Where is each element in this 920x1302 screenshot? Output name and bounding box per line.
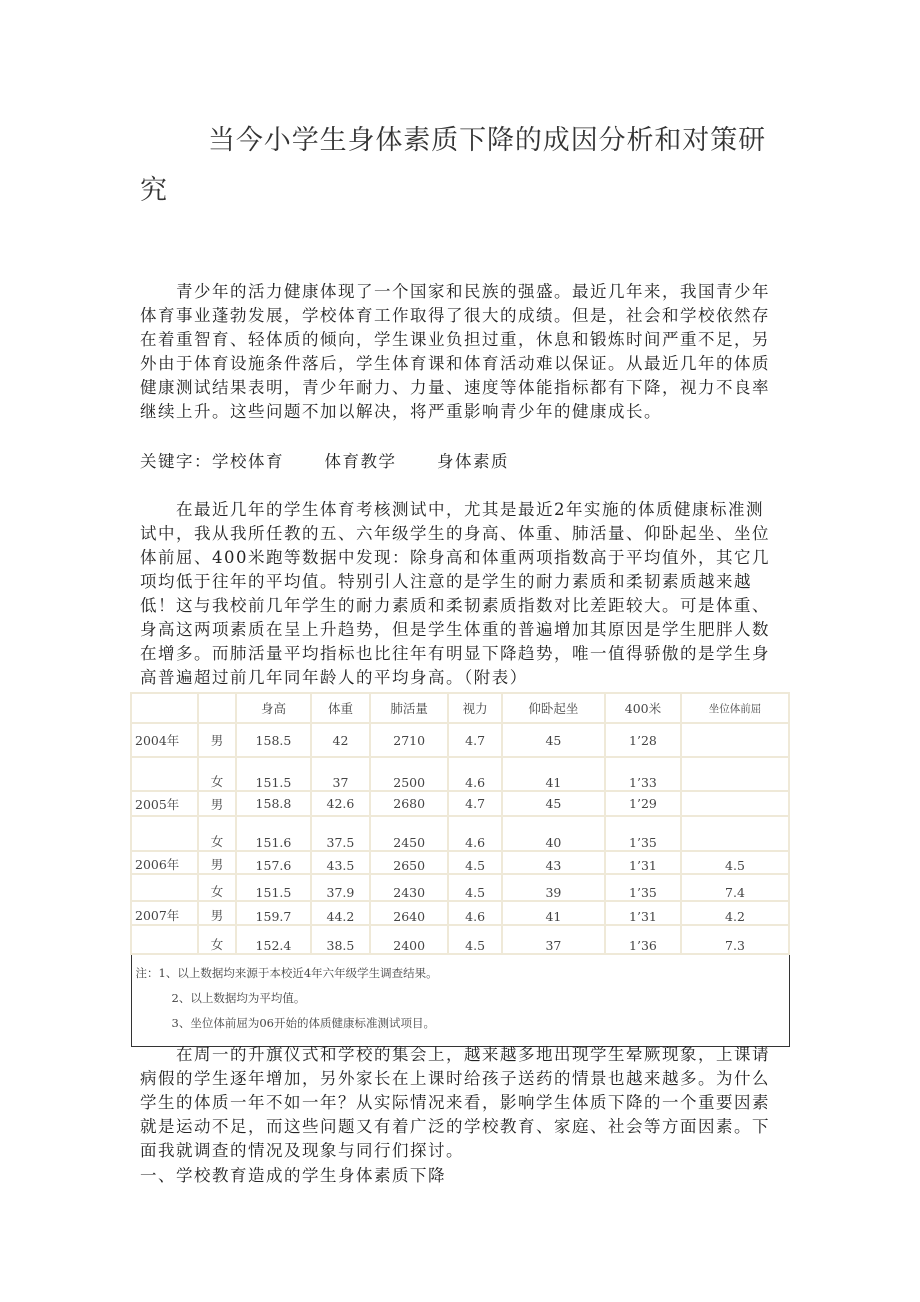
table-cell: 4.5 (448, 851, 502, 874)
table-cell: 158.8 (236, 791, 311, 816)
table-cell: 1’31 (605, 901, 681, 925)
table-cell: 42.6 (311, 791, 370, 816)
table-cell (131, 925, 198, 954)
table-cell (131, 757, 198, 791)
table-cell: 2006年 (131, 851, 198, 874)
table-cell (681, 791, 789, 816)
table-cell: 2650 (370, 851, 448, 874)
table-cell: 152.4 (236, 925, 311, 954)
table-cell: 158.5 (236, 723, 311, 757)
table-cell: 男 (198, 901, 236, 925)
table-cell: 43.5 (311, 851, 370, 874)
data-table (130, 692, 790, 1047)
table-cell: 2680 (370, 791, 448, 816)
table-cell: 157.6 (236, 851, 311, 874)
table-cell: 2640 (370, 901, 448, 925)
table-row (131, 723, 789, 757)
table-cell: 女 (198, 874, 236, 901)
table-cell: 37.5 (311, 816, 370, 851)
table-row (131, 757, 789, 791)
table-cell: 45 (502, 723, 605, 757)
note: 3、坐位体前屈为06开始的体质健康标准测试项目。 (171, 1016, 435, 1030)
table-row (131, 791, 789, 816)
table-cell: 4.5 (681, 851, 789, 874)
table-cell: 151.5 (236, 874, 311, 901)
table-cell: 2710 (370, 723, 448, 757)
table-cell (681, 757, 789, 791)
table-cell: 151.5 (236, 757, 311, 791)
keywords-label: 关键字： (140, 452, 212, 471)
table-cell: 4.7 (448, 723, 502, 757)
table-cell: 1’33 (605, 757, 681, 791)
table-cell: 4.2 (681, 901, 789, 925)
table-cell: 2500 (370, 757, 448, 791)
table-cell: 40 (502, 816, 605, 851)
table-cell: 2400 (370, 925, 448, 954)
paragraph-causes: 在周一的升旗仪式和学校的集会上，越来越多地出现学生晕厥现象，上课请病假的学生逐年增加，另外家长在上课时给孩子送药的情景也越来越多。为什么学生的体质一年不如一年？从实际情况来看，影响学生体质下降的一个重要因素就是运动不足，而这些问题又有着广泛的学校教育、家庭、社会等方面因素。下面我就调查的情况及现象与同行们探讨。 (140, 1045, 770, 1160)
notes-row (131, 954, 789, 1047)
table-cell: 4.5 (448, 874, 502, 901)
header-cell: 仰卧起坐 (502, 693, 605, 723)
table-cell: 1’35 (605, 874, 681, 901)
table-row (131, 816, 789, 851)
table-cell: 4.6 (448, 901, 502, 925)
table-cell: 7.4 (681, 874, 789, 901)
header-cell: 视力 (448, 693, 502, 723)
keyword: 学校体育 (212, 452, 284, 471)
table-header-row (131, 693, 789, 723)
table-cell: 44.2 (311, 901, 370, 925)
table-cell: 4.6 (448, 816, 502, 851)
table-cell: 男 (198, 723, 236, 757)
table-cell: 42 (311, 723, 370, 757)
note: 2、以上数据均为平均值。 (171, 991, 306, 1005)
table-cell: 7.3 (681, 925, 789, 954)
table-cell: 2007年 (131, 901, 198, 925)
table-cell: 4.7 (448, 791, 502, 816)
table-row (131, 874, 789, 901)
header-cell: 体重 (311, 693, 370, 723)
table-cell: 2430 (370, 874, 448, 901)
table-row (131, 925, 789, 954)
header-cell (198, 693, 236, 723)
table-cell (681, 723, 789, 757)
table-cell: 37.9 (311, 874, 370, 901)
header-cell: 身高 (236, 693, 311, 723)
table-cell: 2005年 (131, 791, 198, 816)
header-cell: 肺活量 (370, 693, 448, 723)
table-cell: 女 (198, 757, 236, 791)
table-cell: 38.5 (311, 925, 370, 954)
table-cell: 女 (198, 816, 236, 851)
table-cell (681, 816, 789, 851)
header-cell: 400米 (605, 693, 681, 723)
table-cell: 女 (198, 925, 236, 954)
table-cell: 1’36 (605, 925, 681, 954)
table-cell: 2004年 (131, 723, 198, 757)
paragraph-intro: 青少年的活力健康体现了一个国家和民族的强盛。最近几年来，我国青少年体育事业蓬勃发展，学校体育工作取得了很大的成绩。但是，社会和学校依然存在着重智育、轻体质的倾向，学生课业负担过重，休息和锻炼时间严重不足，另外由于体育设施条件落后，学生体育课和体育活动难以保证。从最近几年的体质健康测试结果表明，青少年耐力、力量、速度等体能指标都有下降，视力不良率继续上升。这些问题不加以解决，将严重影响青少年的健康成长。 (140, 282, 770, 421)
table-cell: 2450 (370, 816, 448, 851)
table-cell: 1’29 (605, 791, 681, 816)
section-heading: 一、学校教育造成的学生身体素质下降 (140, 1166, 446, 1185)
table-cell: 39 (502, 874, 605, 901)
table-cell: 1’31 (605, 851, 681, 874)
document-title: 当今小学生身体素质下降的成因分析和对策研究 (140, 125, 766, 206)
table-cell (131, 874, 198, 901)
table-cell: 41 (502, 901, 605, 925)
table-cell: 151.6 (236, 816, 311, 851)
keyword: 体育教学 (324, 452, 397, 471)
header-cell: 坐位体前屈 (681, 693, 789, 723)
note: 注：1、以上数据均来源于本校近4年六年级学生调查结果。 (135, 966, 438, 980)
table-cell: 43 (502, 851, 605, 874)
table-cell: 41 (502, 757, 605, 791)
table-cell: 4.6 (448, 757, 502, 791)
paragraph-findings: 在最近几年的学生体育考核测试中，尤其是最近2年实施的体质健康标准测试中，我从我所任教的五、六年级学生的身高、体重、肺活量、仰卧起坐、坐位体前屈、400米跑等数据中发现：除身高和体重两项指数高于平均值外，其它几项均低于往年的平均值。特别引人注意的是学生的耐力素质和柔韧素质越来越低！这与我校前几年学生的耐力素质和柔韧素质指数对比差距较大。可是体重、身高这两项素质在呈上升趋势，但是学生体重的普遍增加其原因是学生肥胖人数在增多。而肺活量平均指标也比往年有明显下降趋势，唯一值得骄傲的是学生身高普遍超过前几年同年龄人的平均身高。（附表） (140, 500, 770, 687)
table-row (131, 851, 789, 874)
table-cell: 1’35 (605, 816, 681, 851)
table-cell (131, 816, 198, 851)
table-cell: 4.5 (448, 925, 502, 954)
table-row (131, 901, 789, 925)
table-notes (131, 954, 789, 1047)
table-cell: 159.7 (236, 901, 311, 925)
table-cell: 男 (198, 851, 236, 874)
table-cell: 37 (311, 757, 370, 791)
keyword: 身体素质 (436, 452, 509, 471)
header-cell (131, 693, 198, 723)
table-cell: 37 (502, 925, 605, 954)
table-cell: 1’28 (605, 723, 681, 757)
keywords (140, 450, 509, 474)
table-cell: 男 (198, 791, 236, 816)
table-cell: 45 (502, 791, 605, 816)
